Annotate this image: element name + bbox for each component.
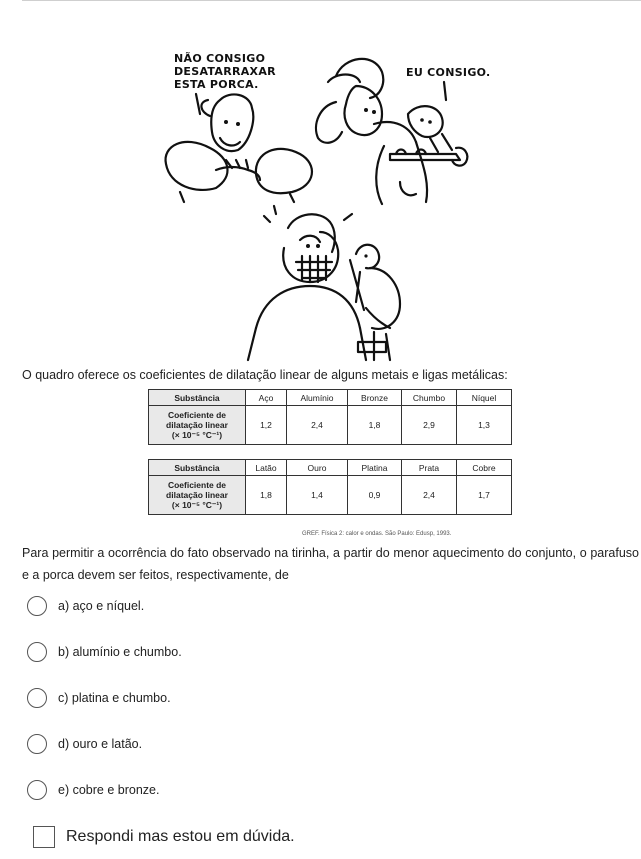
- table-row: [149, 460, 512, 476]
- table-cell: Chumbo: [402, 390, 457, 406]
- table-cell: Alumínio: [287, 390, 348, 406]
- table-cell: 1,7: [457, 476, 512, 515]
- table-cell: 1,4: [287, 476, 348, 515]
- option-label: b) alumínio e chumbo.: [58, 645, 182, 659]
- radio-icon[interactable]: [27, 642, 47, 662]
- table-row: [149, 390, 512, 406]
- radio-icon[interactable]: [27, 688, 47, 708]
- table-cell: 2,4: [287, 406, 348, 445]
- coef-label: Coeficiente de dilatação linear (× 10⁻⁵ °C⁻¹): [149, 406, 246, 445]
- coefficients-table-2: [148, 459, 512, 515]
- option-c[interactable]: [27, 685, 171, 711]
- table-row: [149, 476, 512, 515]
- option-label: e) cobre e bronze.: [58, 783, 160, 797]
- table-cell: Níquel: [457, 390, 512, 406]
- table-cell: 1,2: [246, 406, 287, 445]
- table-cell: 1,3: [457, 406, 512, 445]
- table-cell: Platina: [348, 460, 402, 476]
- table-cell: 0,9: [348, 476, 402, 515]
- table-cell: Aço: [246, 390, 287, 406]
- table-cell: 2,9: [402, 406, 457, 445]
- doubt-checkbox-row[interactable]: [33, 826, 295, 848]
- table-cell: Latão: [246, 460, 287, 476]
- intro-text: O quadro oferece os coeficientes de dilatação linear de alguns metais e ligas metálicas:: [22, 368, 508, 382]
- option-b[interactable]: [27, 639, 182, 665]
- doubt-label: Respondi mas estou em dúvida.: [66, 828, 295, 845]
- option-a[interactable]: [27, 593, 144, 619]
- table-cell: Ouro: [287, 460, 348, 476]
- option-e[interactable]: [27, 777, 159, 803]
- speech-left: NÃO CONSIGO DESATARRAXAR ESTA PORCA.: [174, 52, 276, 91]
- comic-strip: [160, 42, 520, 364]
- radio-icon[interactable]: [27, 596, 47, 616]
- option-d[interactable]: [27, 731, 142, 757]
- option-label: d) ouro e latão.: [58, 737, 143, 751]
- table-header-label: Substância: [149, 390, 246, 406]
- table-cell: Cobre: [457, 460, 512, 476]
- option-label: c) platina e chumbo.: [58, 691, 171, 705]
- table-cell: 1,8: [246, 476, 287, 515]
- radio-icon[interactable]: [27, 734, 47, 754]
- table-header-label: Substância: [149, 460, 246, 476]
- radio-icon[interactable]: [27, 780, 47, 800]
- table-cell: 2,4: [402, 476, 457, 515]
- option-label: a) aço e níquel.: [58, 599, 145, 613]
- checkbox-icon[interactable]: [33, 826, 55, 848]
- top-divider: [22, 0, 641, 1]
- coefficients-table-1: [148, 389, 512, 445]
- table-cell: Bronze: [348, 390, 402, 406]
- table-cell: 1,8: [348, 406, 402, 445]
- question-text: Para permitir a ocorrência do fato observado na tirinha, a partir do menor aquecimento do conjunto, o parafuso e a porca devem ser feitos, respectivamente, de: [22, 546, 639, 582]
- coef-label: Coeficiente de dilatação linear (× 10⁻⁵ °C⁻¹): [149, 476, 246, 515]
- speech-right: EU CONSIGO.: [406, 66, 491, 79]
- table-cell: Prata: [402, 460, 457, 476]
- table-source: GREF. Física 2: calor e ondas. São Paulo: Edusp, 1993.: [302, 531, 452, 537]
- table-row: [149, 406, 512, 445]
